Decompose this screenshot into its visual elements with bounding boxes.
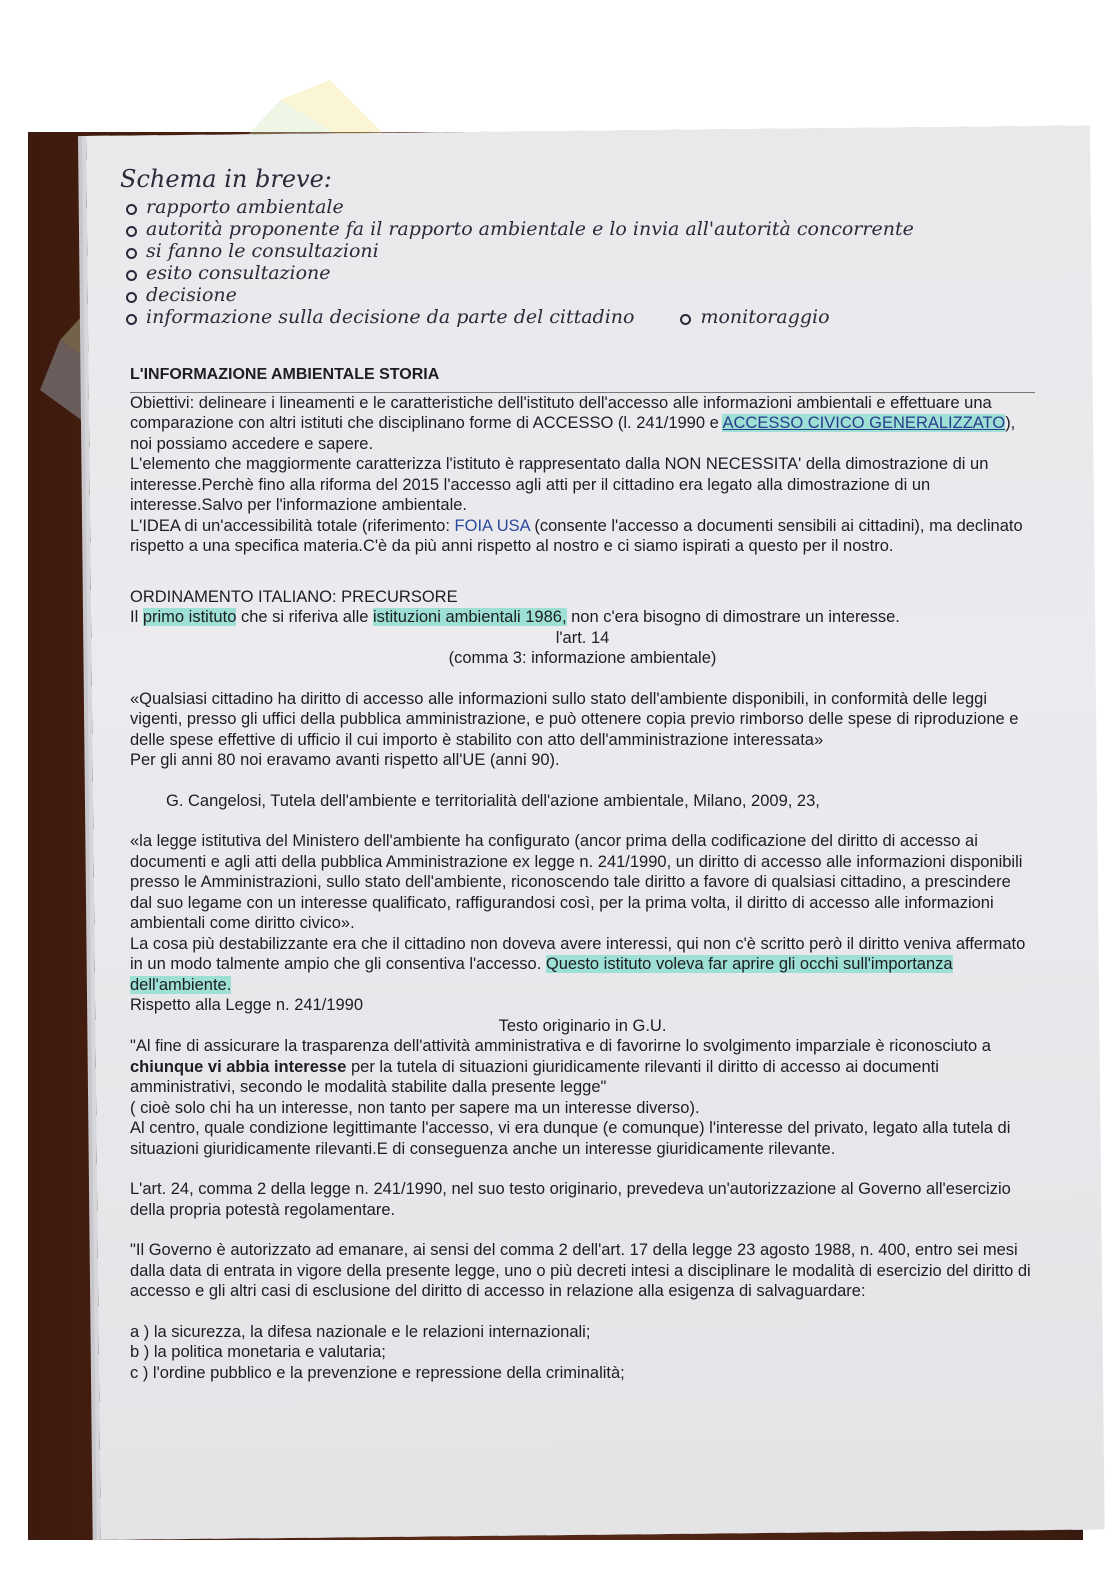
foia-reference: FOIA USA xyxy=(454,516,530,535)
cioe-note: ( cioè solo chi ha un interesse, non tanto per sapere ma un interesse diverso). xyxy=(130,1098,700,1117)
comma3-label: (comma 3: informazione ambientale) xyxy=(448,649,717,667)
art14-label: l'art. 14 xyxy=(555,628,610,647)
highlight-primo-istituto: primo istituto xyxy=(142,608,237,626)
text-span: che si riferiva alle xyxy=(236,608,374,626)
text-span: ), noi possiamo accedere e sapere. xyxy=(130,414,1016,453)
list-item: a ) la sicurezza, la difesa nazionale e le relazioni internazionali; xyxy=(130,1322,591,1341)
text-span: L'IDEA di un'accessibilità totale (riferimento: xyxy=(130,516,455,535)
accesso-civico-link[interactable]: ACCESSO CIVICO GENERALIZZATO xyxy=(722,414,1006,432)
destab-paragraph xyxy=(130,934,1035,996)
text-span: Obiettivi: delineare i lineamenti e le caratteristiche dell'istituto dell'accesso alle informazioni ambientali e effettuare una comparazione con altri istituti che disciplinano forme di ACCESSO (l. 241/1990 e xyxy=(130,393,992,432)
handwritten-item: esito consultazione xyxy=(120,262,1000,284)
handwritten-title: Schema in breve: xyxy=(120,165,332,193)
list-item: b ) la politica monetaria e valutaria; xyxy=(130,1343,386,1361)
highlight-istituzioni: istituzioni ambientali 1986, xyxy=(373,608,567,626)
text-span: La cosa più destabilizzante era che il cittadino non doveva avere interessi, qui non c'è scritto però il diritto veniva affermato in un modo talmente ampio che gli consentiva l'accesso. xyxy=(130,934,1026,973)
handwritten-item: autorità proponente fa il rapporto ambientale e lo invia all'autorità concorrente xyxy=(120,218,1000,240)
handwritten-notes xyxy=(120,165,1000,328)
text-span: per la tutela di situazioni giuridicamente rilevanti il diritto di accesso ai documenti amministrativi, secondo le modalità stabilite dalla presente legge" xyxy=(130,1057,939,1096)
handwritten-row xyxy=(120,306,1000,328)
art24-paragraph: L'art. 24, comma 2 della legge n. 241/1990, nel suo testo originario, prevedeva un'autorizzazione al Governo all'esercizio della propria potestà regolamentare. xyxy=(130,1180,1011,1219)
handwritten-item-extra: monitoraggio xyxy=(674,306,829,328)
text-span: non c'era bisogno di dimostrare un interesse. xyxy=(566,608,900,626)
handwritten-item: informazione sulla decisione da parte del cittadino xyxy=(120,306,634,328)
handwritten-item: rapporto ambientale xyxy=(120,196,1000,218)
rispetto-label: Rispetto alla Legge n. 241/1990 xyxy=(130,996,364,1014)
text-span: (consente l'accesso a documenti sensibili ai cittadini), ma declinato rispetto a una specifica materia.C'è da più anni rispetto al nostro e ci siamo ispirati a questo per il nostro. xyxy=(130,516,1023,555)
ordinamento-paragraph xyxy=(130,607,1035,628)
centro-paragraph: Al centro, quale condizione legittimante l'accesso, vi era dunque (e comunque) l'interesse del privato, legato alla tutela di situazioni giuridicamente rilevanti.E di conseguenza anche un interesse giuridicamente rilevante. xyxy=(130,1119,1011,1158)
highlight-importanza: Questo istituto voleva far aprire gli occhi sull'importanza dell'ambiente. xyxy=(130,955,953,994)
citation: G. Cangelosi, Tutela dell'ambiente e territorialità dell'azione ambientale, Milano, 2009, 23, xyxy=(166,791,820,810)
idea-paragraph xyxy=(130,516,1035,557)
text-span: Il xyxy=(130,608,143,626)
text-span: "Al fine di assicurare la trasparenza dell'attività amministrativa e di favorirne lo svolgimento imparziale è riconosciuto a xyxy=(130,1037,991,1055)
handwritten-item: decisione xyxy=(120,284,1000,306)
handwritten-item: si fanno le consultazioni xyxy=(120,240,1000,262)
ordinamento-title: ORDINAMENTO ITALIANO: PRECURSORE xyxy=(130,587,458,606)
objectives-paragraph xyxy=(130,393,1035,455)
element-paragraph: L'elemento che maggiormente caratterizza l'istituto è rappresentato dalla NON NECESSITA' della dimostrazione di un interesse.Perchè fino alla riforma del 2015 l'accesso agli atti per il cittadino era legato alla dimostrazione di un interesse.Salvo per l'informazione ambientale. xyxy=(130,455,989,514)
testo-originario-label: Testo originario in G.U. xyxy=(498,1016,667,1035)
quote-cangelosi: «la legge istitutiva del Ministero dell'ambiente ha configurato (ancor prima della codificazione del diritto di accesso ai documenti e agli atti della pubblica Amministrazione ex legge n. 241/1990, un diritto di accesso alle informazioni disponibili presso le Amministrazioni, sullo stato dell'ambiente, riconoscendo tale diritto a favore di qualsiasi cittadino, a prescindere dal suo legame con un interesse qualificato, raffigurandosi così, per la prima volta, il diritto di accesso alle informazioni ambientali come diritto civico». xyxy=(130,832,1023,932)
typed-document xyxy=(130,365,1035,1383)
bold-chiunque: chiunque vi abbia interesse xyxy=(130,1057,347,1076)
governo-quote: "Il Governo è autorizzato ad emanare, ai sensi del comma 2 dell'art. 17 della legge 23 agosto 1988, n. 400, entro sei mesi dalla data di entrata in vigore della presente legge, uno o più decreti intesi a disciplinare le modalità di esercizio del diritto di accesso e gli altri casi di esclusione del diritto di accesso in relazione alla esigenza di salvaguardare: xyxy=(130,1241,1031,1300)
quote-241 xyxy=(130,1036,1035,1098)
section-heading: L'INFORMAZIONE AMBIENTALE STORIA xyxy=(130,365,1035,393)
anni80-note: Per gli anni 80 noi eravamo avanti rispetto all'UE (anni 90). xyxy=(130,751,560,769)
list-item: c ) l'ordine pubblico e la prevenzione e repressione della criminalità; xyxy=(130,1363,625,1382)
quote-art14: «Qualsiasi cittadino ha diritto di accesso alle informazioni sullo stato dell'ambiente disponibili, in conformità delle leggi vigenti, presso gli uffici della pubblica amministrazione, e può ottenere copia previo rimborso delle spese di riproduzione e delle spese effettive di ufficio il cui importo è stabilito con atto dell'amministrazione interessata» xyxy=(130,689,1019,749)
